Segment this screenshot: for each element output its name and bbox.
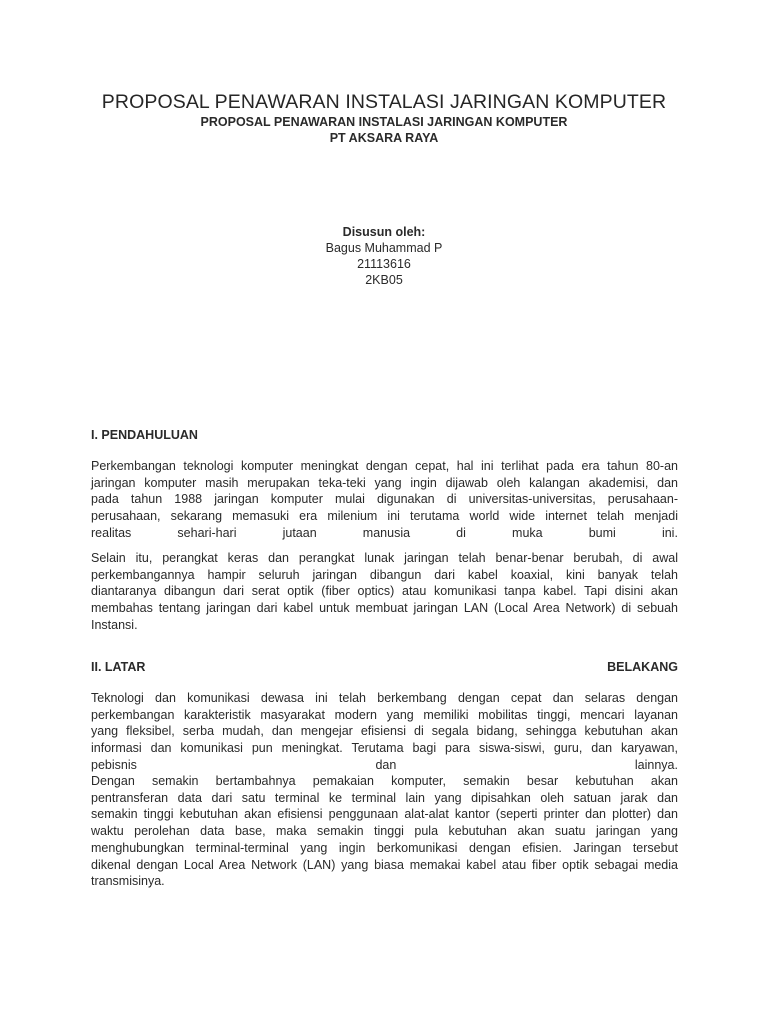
- author-class: 2KB05: [365, 273, 403, 287]
- word: jutaan: [282, 525, 317, 540]
- paragraph-line: menghubungkan terminal-terminal yang ingin berkomunikasi dengan efisien. Jaringan tersebut: [91, 840, 678, 855]
- paragraph-line: jaringan komputer masih merupakan teka-teki yang ingin dijawab oleh kalangan akademisi, dan: [91, 475, 678, 490]
- subtitle-line-1: PROPOSAL PENAWARAN INSTALASI JARINGAN KOMPUTER: [200, 115, 568, 129]
- paragraph-line: diantaranya dibangun dari serat optik (fiber optics) atau komunikasi tanpa kabel. Tapi disini akan: [91, 584, 678, 599]
- paragraph-line: membahas tentang jaringan dari kabel untuk membuat jaringan LAN (Local Area Network) di sebuah: [91, 601, 678, 616]
- author-label: Disusun oleh:: [342, 225, 426, 239]
- author-name: Bagus Muhammad P: [325, 241, 443, 255]
- paragraph-line: informasi dan komunikasi pun meningkat. Terutama bagi para siswa-siswi, guru, dan karyawan,: [91, 741, 678, 756]
- intro-heading: I. PENDAHULUAN: [91, 428, 198, 442]
- document-title: PROPOSAL PENAWARAN INSTALASI JARINGAN KOMPUTER: [101, 91, 667, 113]
- paragraph-line: waktu perolehan data base, maka semakin tinggi pula kebutuhan akan suatu jaringan yang: [91, 824, 678, 839]
- word: realitas: [91, 525, 132, 540]
- paragraph-line: perkembangannya hampir seluruh jaringan dibangun dari kabel koaxial, kini banyak telah: [91, 567, 678, 582]
- paragraph-line: Dengan semakin bertambahnya pemakaian komputer, semakin besar kebutuhan akan: [91, 774, 678, 788]
- word: muka: [512, 525, 543, 540]
- paragraph-line-spread: [91, 757, 678, 774]
- background-heading-left: II. LATAR: [91, 660, 146, 674]
- paragraph-line: yang fleksibel, serba mudah, dan mengejar efisiensi di segala bidang, sehingga kebutuhan akan: [91, 724, 678, 739]
- word: di: [456, 525, 466, 540]
- paragraph-line: perkembangan karakteristik masyarakat modern yang memiliki mobilitas tinggi, mencari layanan: [91, 707, 678, 722]
- paragraph-line: perusahaan, sekarang memasuki era milenium ini terutama world wide internet telah menjadi: [91, 509, 678, 524]
- background-paragraph-2: [91, 773, 678, 890]
- author-block: [0, 224, 768, 288]
- paragraph-line: Perkembangan teknologi komputer meningkat dengan cepat, hal ini terlihat pada era tahun 80-an: [91, 459, 678, 473]
- paragraph-line: semakin tinggi kebutuhan akan efisiensi penggunaan alat-alat kantor (seperti printer dan plotter) dan: [91, 807, 678, 822]
- word: pebisnis: [91, 757, 137, 772]
- word: lainnya.: [634, 757, 678, 772]
- word: dan: [375, 757, 397, 772]
- paragraph-line: Instansi.: [91, 617, 138, 632]
- background-heading: [91, 660, 678, 674]
- paragraph-line-spread: [91, 525, 678, 542]
- paragraph-line: pada tahun 1988 jaringan komputer mulai digunakan di universitas-universitas, perusahaan-: [91, 492, 678, 507]
- subtitle-company: PT AKSARA RAYA: [329, 131, 439, 145]
- paragraph-line: Teknologi dan komunikasi dewasa ini telah berkembang dengan cepat dan selaras dengan: [91, 691, 678, 705]
- intro-paragraph-1: [91, 458, 678, 542]
- background-heading-right: BELAKANG: [607, 660, 678, 674]
- intro-paragraph-2: [91, 550, 678, 634]
- word: bumi: [588, 525, 616, 540]
- paragraph-line: pentransferan data dari satu terminal ke terminal lain yang dipisahkan oleh satuan jarak dan: [91, 790, 678, 805]
- subtitle-block: [0, 114, 768, 146]
- author-id: 21113616: [357, 257, 411, 271]
- paragraph-line: transmisinya.: [91, 874, 165, 889]
- word: ini.: [661, 525, 678, 540]
- paragraph-line: Selain itu, perangkat keras dan perangkat lunak jaringan telah benar-benar berubah, di awal: [91, 551, 678, 565]
- word: sehari-hari: [177, 525, 237, 540]
- background-paragraph-1: [91, 690, 678, 774]
- paragraph-line: dikenal dengan Local Area Network (LAN) yang biasa memakai kabel atau fiber optik sebagai media: [91, 857, 678, 872]
- word: manusia: [362, 525, 411, 540]
